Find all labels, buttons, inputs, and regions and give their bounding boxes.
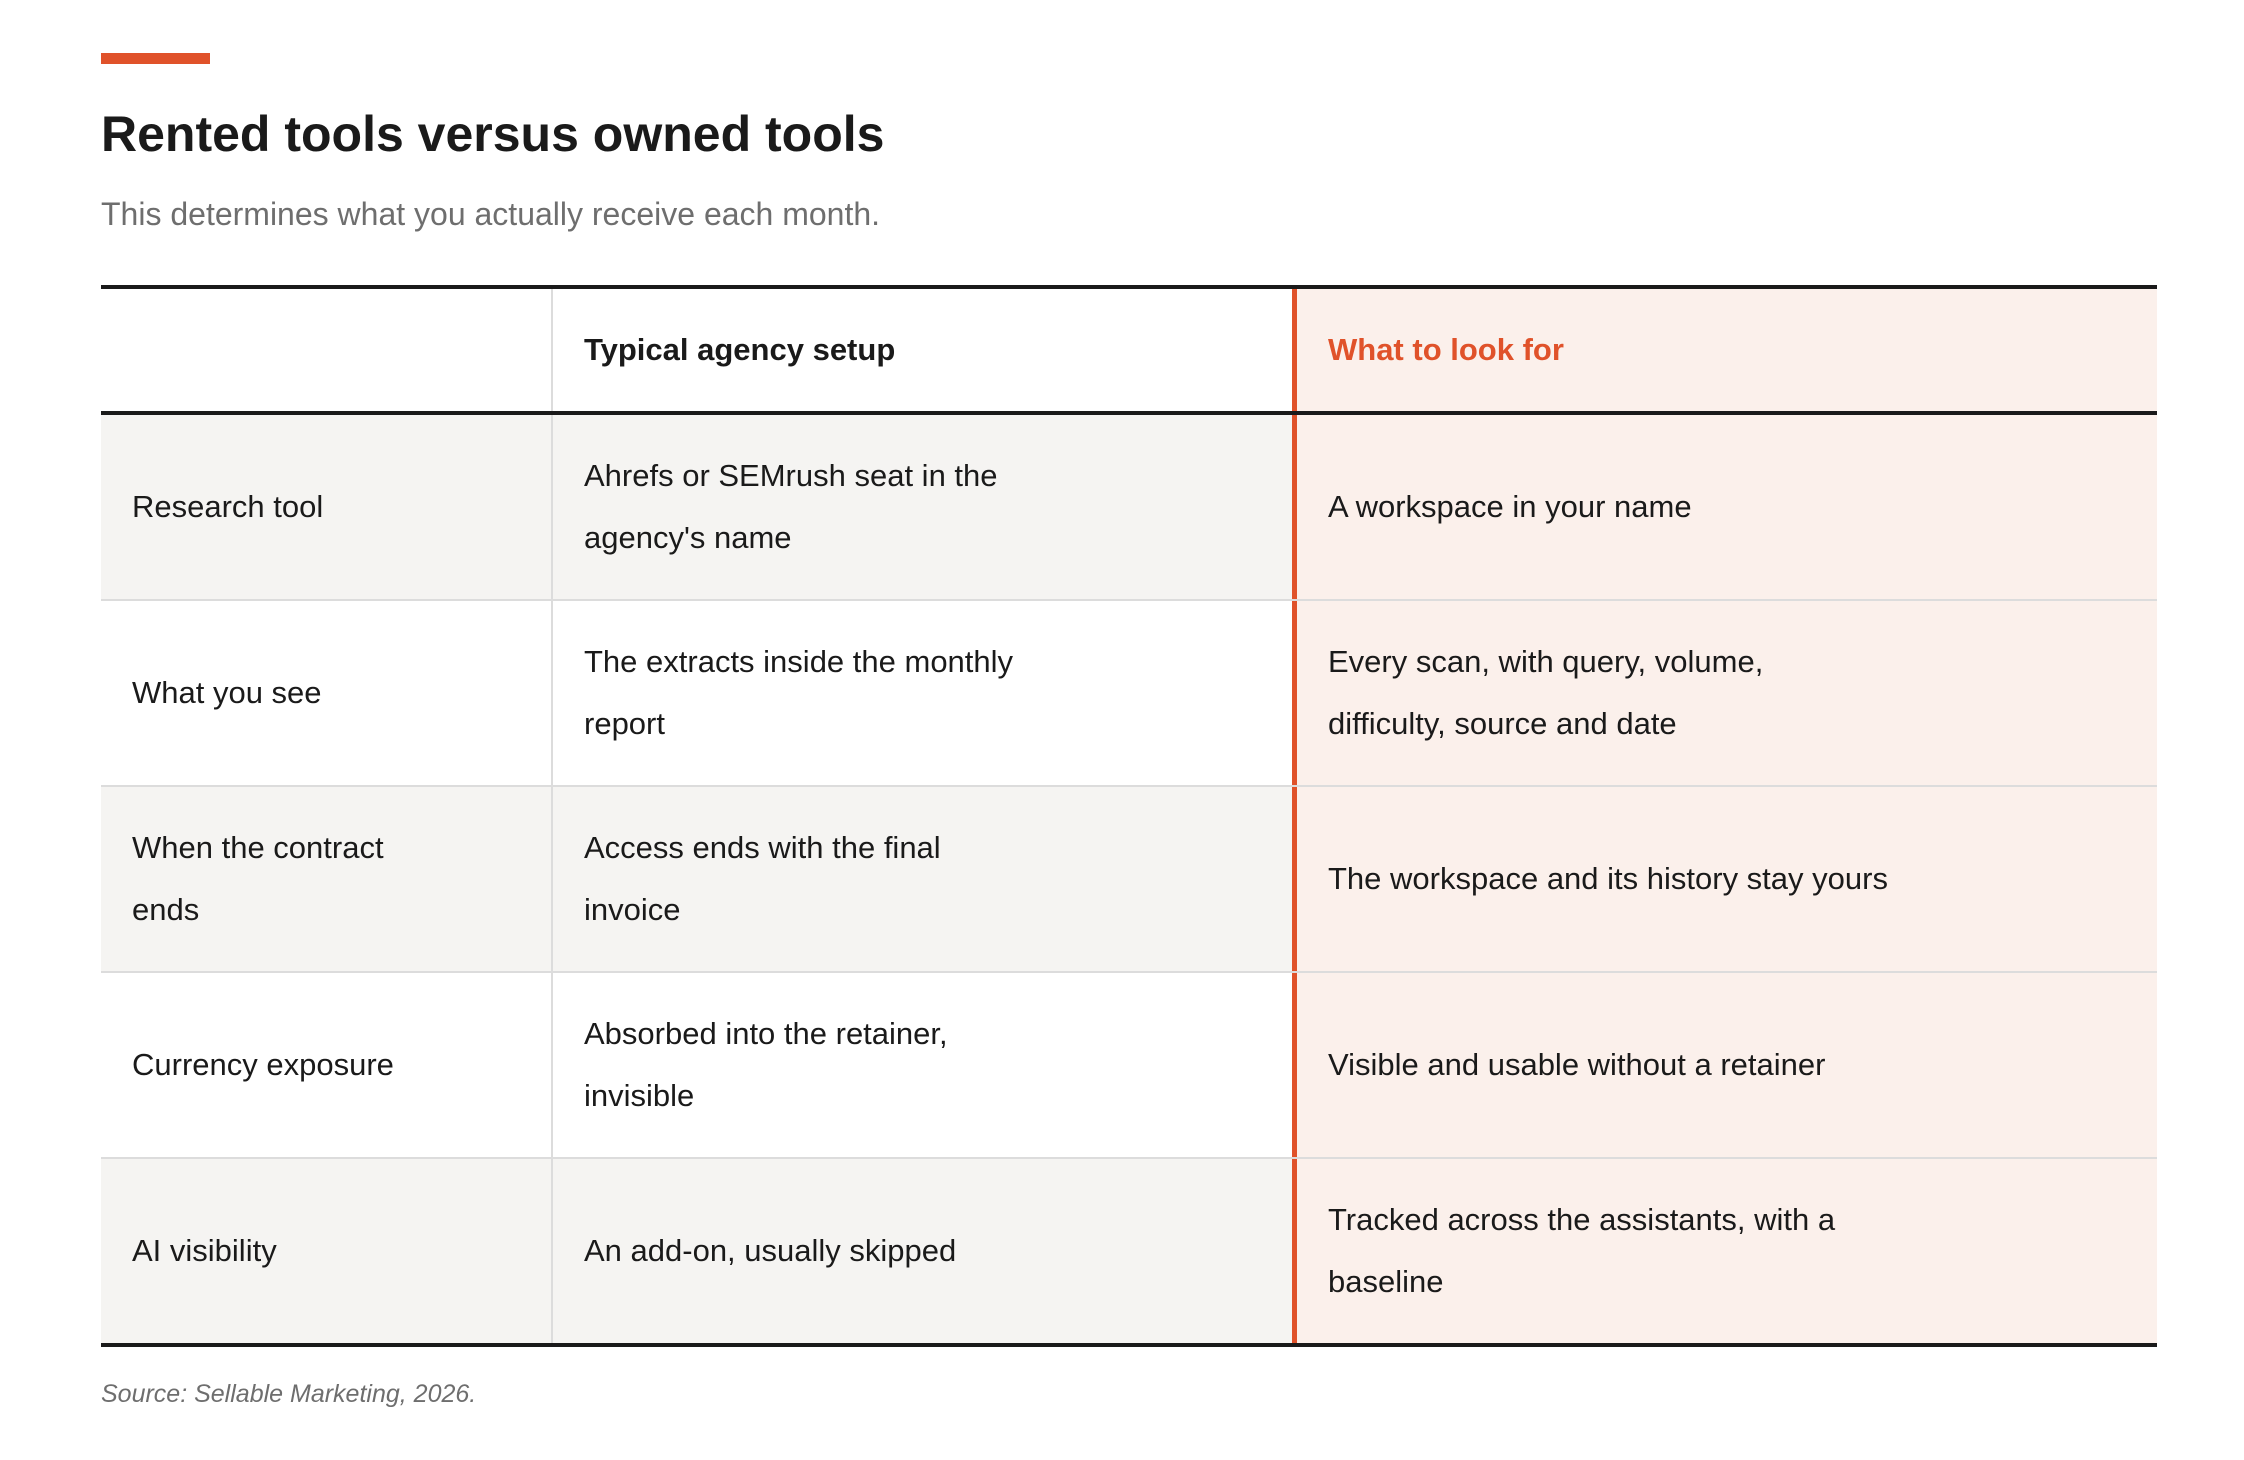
- look-for-value: A workspace in your name: [1328, 489, 1692, 524]
- agency-value: An add-on, usually skipped: [584, 1233, 957, 1268]
- agency-cell: [553, 1159, 1297, 1343]
- row-label: What you see: [132, 675, 322, 710]
- agency-cell: [553, 973, 1297, 1157]
- table-row: [101, 971, 2157, 1157]
- comparison-table: [101, 285, 2157, 1347]
- agency-cell: [553, 601, 1297, 785]
- look-for-value: Visible and usable without a retainer: [1328, 1047, 1826, 1082]
- look-for-cell: [1297, 601, 2157, 785]
- look-for-cell: [1297, 1159, 2157, 1343]
- row-label: AI visibility: [132, 1233, 277, 1268]
- accent-bar: [101, 53, 210, 64]
- source-note: Source: Sellable Marketing, 2026.: [101, 1380, 477, 1408]
- header-agency-text: Typical agency setup: [584, 332, 896, 367]
- table-row: [101, 415, 2157, 599]
- page-title: Rented tools versus owned tools: [101, 106, 885, 162]
- look-for-cell: [1297, 787, 2157, 971]
- agency-value: The extracts inside the monthly report: [584, 644, 1014, 741]
- header-cell-look-for: [1297, 289, 2157, 411]
- look-for-value: Tracked across the assistants, with a baseline: [1328, 1202, 1836, 1299]
- row-label-cell: [101, 787, 553, 971]
- header-look-for-text: What to look for: [1328, 332, 1564, 367]
- look-for-value: The workspace and its history stay yours: [1328, 861, 1888, 896]
- page-subtitle: This determines what you actually receive each month.: [101, 196, 881, 232]
- agency-value: Ahrefs or SEMrush seat in the agency's name: [584, 458, 998, 555]
- agency-value: Access ends with the final invoice: [584, 830, 941, 927]
- row-label: When the contract ends: [132, 830, 384, 927]
- header-cell-agency: [553, 289, 1297, 411]
- row-label: Research tool: [132, 489, 324, 524]
- look-for-cell: [1297, 415, 2157, 599]
- table-row: [101, 1157, 2157, 1343]
- agency-value: Absorbed into the retainer, invisible: [584, 1016, 948, 1113]
- agency-cell: [553, 787, 1297, 971]
- row-label-cell: [101, 601, 553, 785]
- table-row: [101, 599, 2157, 785]
- agency-cell: [553, 415, 1297, 599]
- table-header-row: [101, 289, 2157, 415]
- row-label-cell: [101, 973, 553, 1157]
- table-row: [101, 785, 2157, 971]
- look-for-value: Every scan, with query, volume, difficulty, source and date: [1328, 644, 1764, 741]
- row-label-cell: [101, 1159, 553, 1343]
- row-label-cell: [101, 415, 553, 599]
- header-cell-label: [101, 289, 553, 411]
- look-for-cell: [1297, 973, 2157, 1157]
- row-label: Currency exposure: [132, 1047, 394, 1082]
